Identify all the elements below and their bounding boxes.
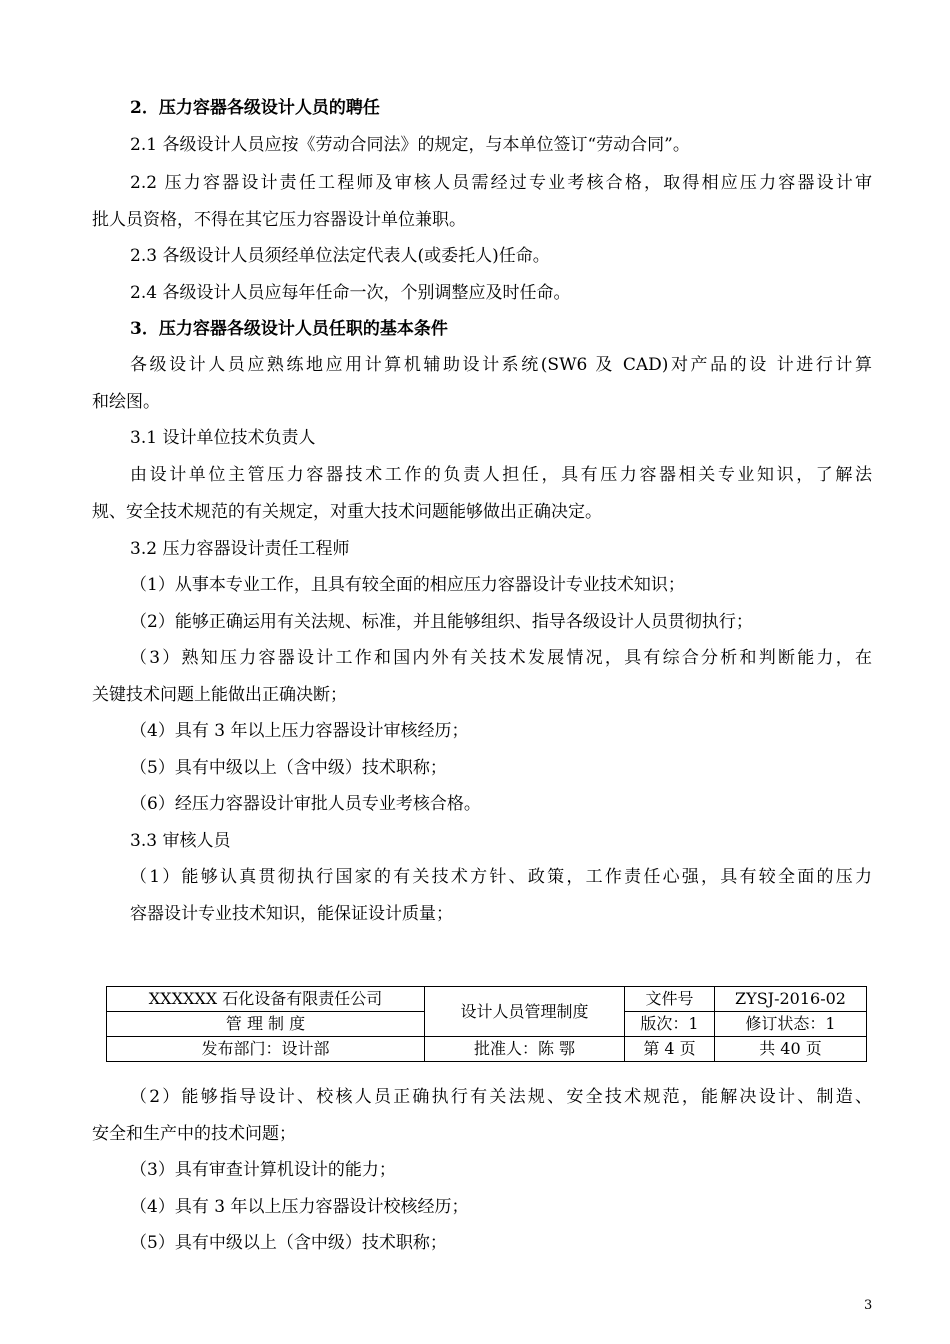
document-type: 管 理 制 度 [107,1012,425,1037]
approver: 批准人：陈 鄂 [425,1037,625,1062]
section-2-heading: 2．压力容器各级设计人员的聘任 [130,98,380,118]
revision-status: 修订状态：1 [715,1012,867,1037]
document-header-table [106,986,867,1062]
paragraph-2-1: 2.1 各级设计人员应按《劳动合同法》的规定，与本单位签订“劳动合同”。 [130,135,690,155]
list-item-3-2-5: （5）具有中级以上（含中级）技术职称； [130,758,447,778]
list-item-3-3-4: （4）具有 3 年以上压力容器设计校核经历； [130,1197,469,1217]
file-number: ZYSJ-2016-02 [715,987,867,1012]
paragraph-3-1: 3.1 设计单位技术负责人 [130,428,316,448]
list-item-3-2-2: （2）能够正确运用有关法规、标准，并且能够组织、指导各级设计人员贯彻执行； [130,612,753,632]
list-item-3-3-5: （5）具有中级以上（含中级）技术职称； [130,1233,447,1253]
paragraph-3-3: 3.3 审核人员 [130,831,231,851]
list-item-3-2-6: （6）经压力容器设计审批人员专业考核合格。 [130,794,481,814]
paragraph-3-intro-line2: 和绘图。 [92,392,160,412]
document-title: 设计人员管理制度 [425,987,625,1037]
file-number-label: 文件号 [625,987,715,1012]
company-name: XXXXXX 石化设备有限责任公司 [107,987,425,1012]
page-of: 第 4 页 [625,1037,715,1062]
list-item-3-2-1: （1）从事本专业工作，且具有较全面的相应压力容器设计专业技术知识； [130,575,685,595]
issuing-department: 发布部门：设计部 [107,1037,425,1062]
list-item-3-3-2-line1: （2）能够指导设计、校核人员正确执行有关法规、安全技术规范，能解决设计、制造、 [130,1087,872,1107]
list-item-3-3-1-line1: （1）能够认真贯彻执行国家的有关技术方针、政策，工作责任心强，具有较全面的压力 [130,867,872,887]
section-3-heading: 3．压力容器各级设计人员任职的基本条件 [130,319,448,339]
paragraph-2-2-line1: 2.2 压力容器设计责任工程师及审核人员需经过专业考核合格，取得相应压力容器设计审 [130,173,872,193]
list-item-3-2-3-line2: 关键技术问题上能做出正确决断； [92,685,347,705]
paragraph-3-2: 3.2 压力容器设计责任工程师 [130,539,350,559]
list-item-3-2-3-line1: （3）熟知压力容器设计工作和国内外有关技术发展情况，具有综合分析和判断能力，在 [130,648,872,668]
paragraph-2-2-line2: 批人员资格，不得在其它压力容器设计单位兼职。 [92,210,466,230]
list-item-3-3-1-line2: 容器设计专业技术知识，能保证设计质量； [130,904,453,924]
paragraph-2-4: 2.4 各级设计人员应每年任命一次，个别调整应及时任命。 [130,283,571,303]
page-number: 3 [864,1298,873,1313]
paragraph-3-1-body-line1: 由设计单位主管压力容器技术工作的负责人担任，具有压力容器相关专业知识，了解法 [130,465,872,485]
paragraph-2-3: 2.3 各级设计人员须经单位法定代表人(或委托人)任命。 [130,246,550,266]
total-pages: 共 40 页 [715,1037,867,1062]
edition: 版次：1 [625,1012,715,1037]
list-item-3-2-4: （4）具有 3 年以上压力容器设计审核经历； [130,721,469,741]
list-item-3-3-3: （3）具有审查计算机设计的能力； [130,1160,396,1180]
paragraph-3-1-body-line2: 规、安全技术规范的有关规定，对重大技术问题能够做出正确决定。 [92,502,602,522]
list-item-3-3-2-line2: 安全和生产中的技术问题； [92,1124,296,1144]
paragraph-3-intro-line1: 各级设计人员应熟练地应用计算机辅助设计系统(SW6 及 CAD)对产品的设 计进行计算 [130,355,872,375]
